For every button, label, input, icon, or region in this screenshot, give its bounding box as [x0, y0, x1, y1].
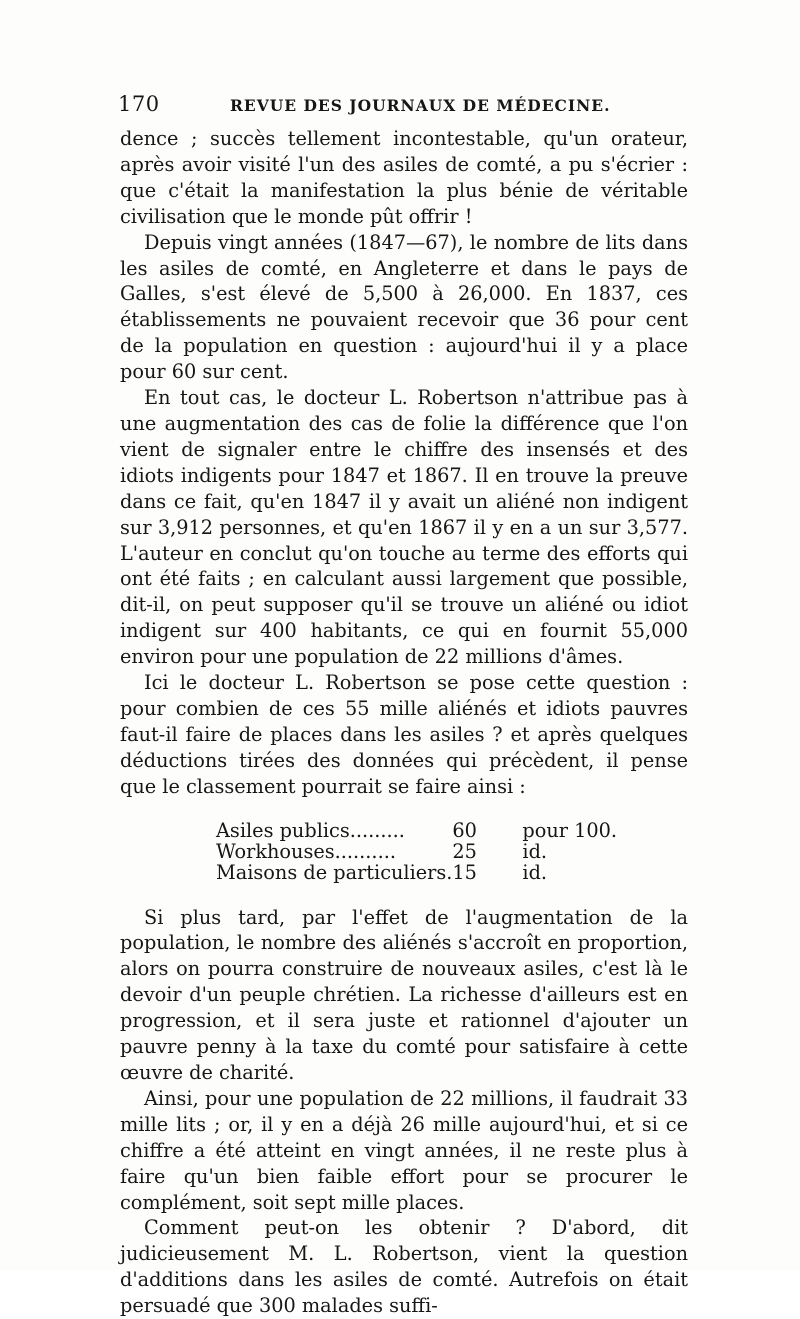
paragraph: Comment peut-on les obtenir ? D'abord, dit judicieusement M. L. Robertson, vient la question d'additions dans les asiles de comté. Autrefois on était persuadé que 300 malades suffi-	[120, 1216, 688, 1318]
row-unit: id.	[522, 860, 548, 884]
row-unit: pour 100.	[522, 818, 618, 842]
row-count: 15	[452, 860, 477, 884]
row-count: 60	[452, 818, 477, 842]
body-text	[120, 126, 688, 1319]
running-head: REVUE DES JOURNAUX DE MÉDECINE.	[230, 96, 611, 115]
table-row	[216, 862, 617, 883]
table-row	[216, 820, 617, 841]
page-header	[118, 92, 690, 118]
row-unit: id.	[522, 839, 548, 863]
table-row	[216, 841, 617, 862]
paragraph: Depuis vingt années (1847—67), le nombre de lits dans les asiles de comté, en Angleterre et dans le pays de Galles, s'est élevé de 5,500 à 26,000. En 1837, ces établissements ne pouvaient recevoir que 36 pour cent de la population en question : aujourd'hui il y a place pour 60 sur cent.	[120, 230, 688, 384]
paragraph: Ainsi, pour une population de 22 millions, il faudrait 33 mille lits ; or, il y en a déjà 26 mille aujourd'hui, et si ce chiffre a été atteint en vingt années, il ne reste plus à faire qu'un bien faible effort pour se procurer le complément, soit sept mille places.	[120, 1086, 688, 1214]
page-number: 170	[118, 92, 160, 116]
row-label: Maisons de particuliers.	[216, 860, 453, 884]
row-label: Asiles publics.........	[216, 818, 405, 842]
paragraph: En tout cas, le docteur L. Robertson n'attribue pas à une augmentation des cas de folie la différence que l'on vient de signaler entre le chiffre des insensés et des idiots indigents pour 1847 et 1867. Il en trouve la preuve dans ce fait, qu'en 1847 il y avait un aliéné non indigent sur 3,912 personnes, et qu'en 1867 il y en a un sur 3,577. L'auteur en conclut qu'on touche au terme des efforts qui ont été faits ; en calculant aussi largement que possible, dit-il, on peut supposer qu'il se trouve un aliéné ou idiot indigent sur 400 habitants, ce qui en fournit 55,000 environ pour une population de 22 millions d'âmes.	[120, 386, 688, 669]
paragraph: Si plus tard, par l'effet de l'augmentation de la population, le nombre des aliénés s'accroît en proportion, alors on pourra construire de nouveaux asiles, c'est là le devoir d'un peuple chrétien. La richesse d'ailleurs est en progression, et il sera juste et rationnel d'ajouter un pauvre penny à la taxe du comté pour satisfaire à cette œuvre de charité.	[120, 905, 688, 1084]
classification-table	[216, 820, 617, 883]
row-label: Workhouses..........	[216, 839, 396, 863]
paragraph: dence ; succès tellement incontestable, qu'un orateur, après avoir visité l'un des asiles de comté, a pu s'écrier : que c'était la manifestation la plus bénie de véritable civilisation que le monde pût offrir !	[120, 127, 688, 228]
paragraph: Ici le docteur L. Robertson se pose cette question : pour combien de ces 55 mille aliénés et idiots pauvres faut-il faire de places dans les asiles ? et après quelques déductions tirées des données qui précèdent, il pense que le classement pourrait se faire ainsi :	[120, 671, 688, 798]
row-count: 25	[452, 839, 477, 863]
